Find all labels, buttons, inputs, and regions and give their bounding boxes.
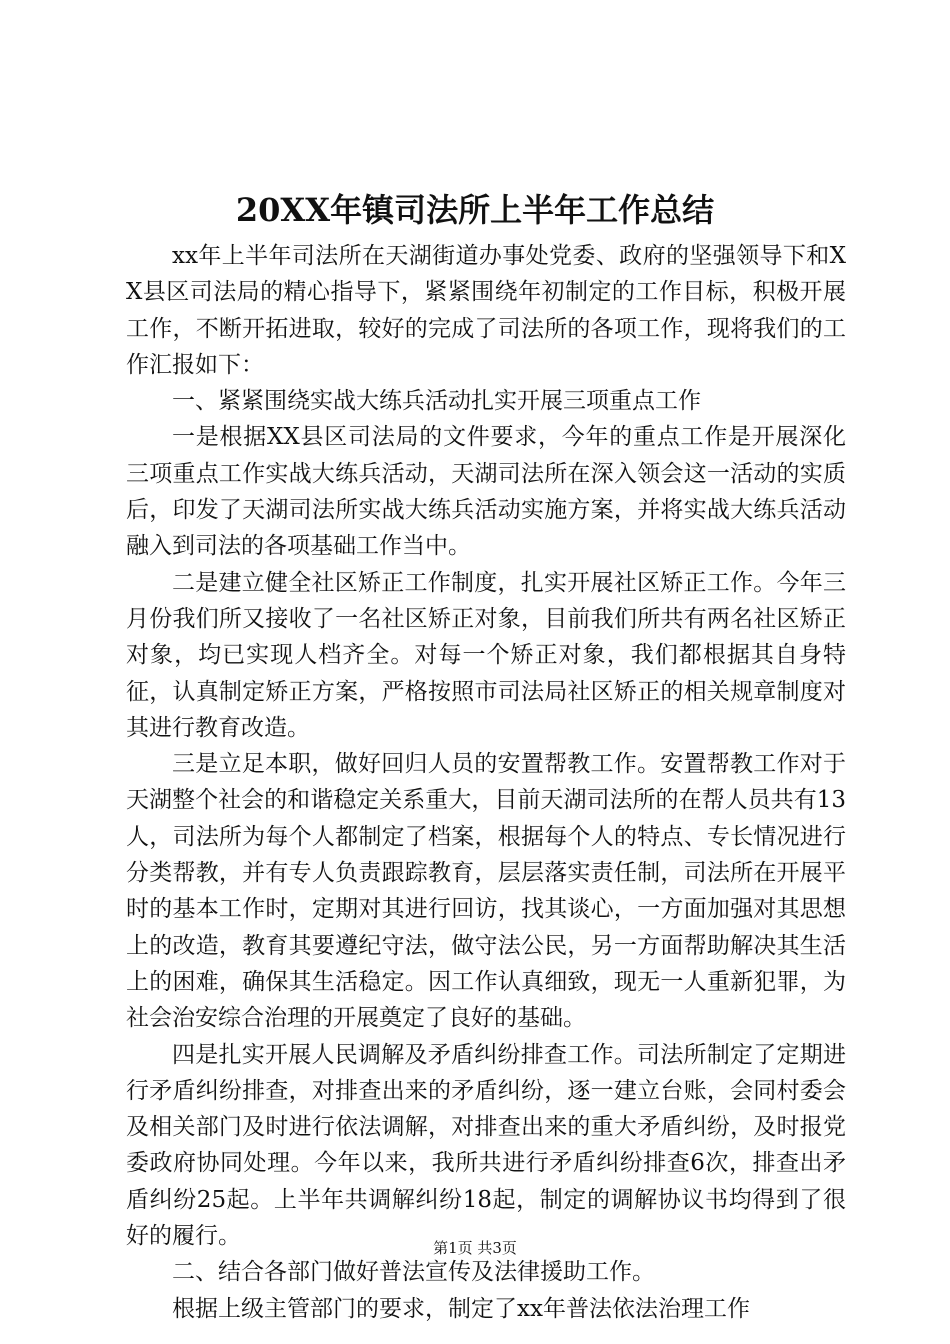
document-title: 20XX年镇司法所上半年工作总结 [235, 191, 715, 229]
paragraph-item-4: 四是扎实开展人民调解及矛盾纠纷排查工作。司法所制定了定期进行矛盾纠纷排查，对排查出来的矛盾纠纷，逐一建立台账，会同村委会及相关部门及时进行依法调解，对排查出来的重大矛盾纠纷，及时报党委政府协同处理。今年以来，我所共进行矛盾纠纷排查6次，排查出矛盾纠纷25起。上半年共调解纠纷18起，制定的调解协议书均得到了很好的履行。 [126, 1041, 846, 1250]
document-body [126, 238, 846, 1327]
section-heading-1: 一、紧紧围绕实战大练兵活动扎实开展三项重点工作 [172, 388, 701, 415]
paragraph-item-3: 三是立足本职，做好回归人员的安置帮教工作。安置帮教工作对于天湖整个社会的和谐稳定关系重大，目前天湖司法所的在帮人员共有13人，司法所为每个人都制定了档案，根据每个人的特点、专长情况进行分类帮教，并有专人负责跟踪教育，层层落实责任制，司法所在开展平时的基本工作时，定期对其进行回访，找其谈心，一方面加强对其思想上的改造，教育其要遵纪守法，做守法公民，另一方面帮助解决其生活上的困难，确保其生活稳定。因工作认真细致，现无一人重新犯罪，为社会治安综合治理的开展奠定了良好的基础。 [126, 751, 846, 1032]
paragraph-item-1: 一是根据XX县区司法局的文件要求，今年的重点工作是开展深化三项重点工作实战大练兵活动，天湖司法所在深入领会这一活动的实质后，印发了天湖司法所实战大练兵活动实施方案，并将实战大练兵活动融入到司法的各项基础工作当中。 [126, 424, 846, 560]
section-heading-2: 二、结合各部门做好普法宣传及法律援助工作。 [172, 1259, 655, 1286]
paragraph-intro: xx年上半年司法所在天湖街道办事处党委、政府的坚强领导下和XX县区司法局的精心指导下，紧紧围绕年初制定的工作目标，积极开展工作，不断开拓进取，较好的完成了司法所的各项工作，现将我们的工作汇报如下： [126, 243, 846, 378]
page-footer: 第1页 共3页 [433, 1239, 517, 1257]
paragraph-item-2: 二是建立健全社区矫正工作制度，扎实开展社区矫正工作。今年三月份我们所又接收了一名社区矫正对象，目前我们所共有两名社区矫正对象，均已实现人档齐全。对每一个矫正对象，我们都根据其自身特征，认真制定矫正方案，严格按照市司法局社区矫正的相关规章制度对其进行教育改造。 [126, 569, 846, 741]
paragraph-section-2: 根据上级主管部门的要求，制定了xx年普法依法治理工作 [172, 1295, 750, 1322]
